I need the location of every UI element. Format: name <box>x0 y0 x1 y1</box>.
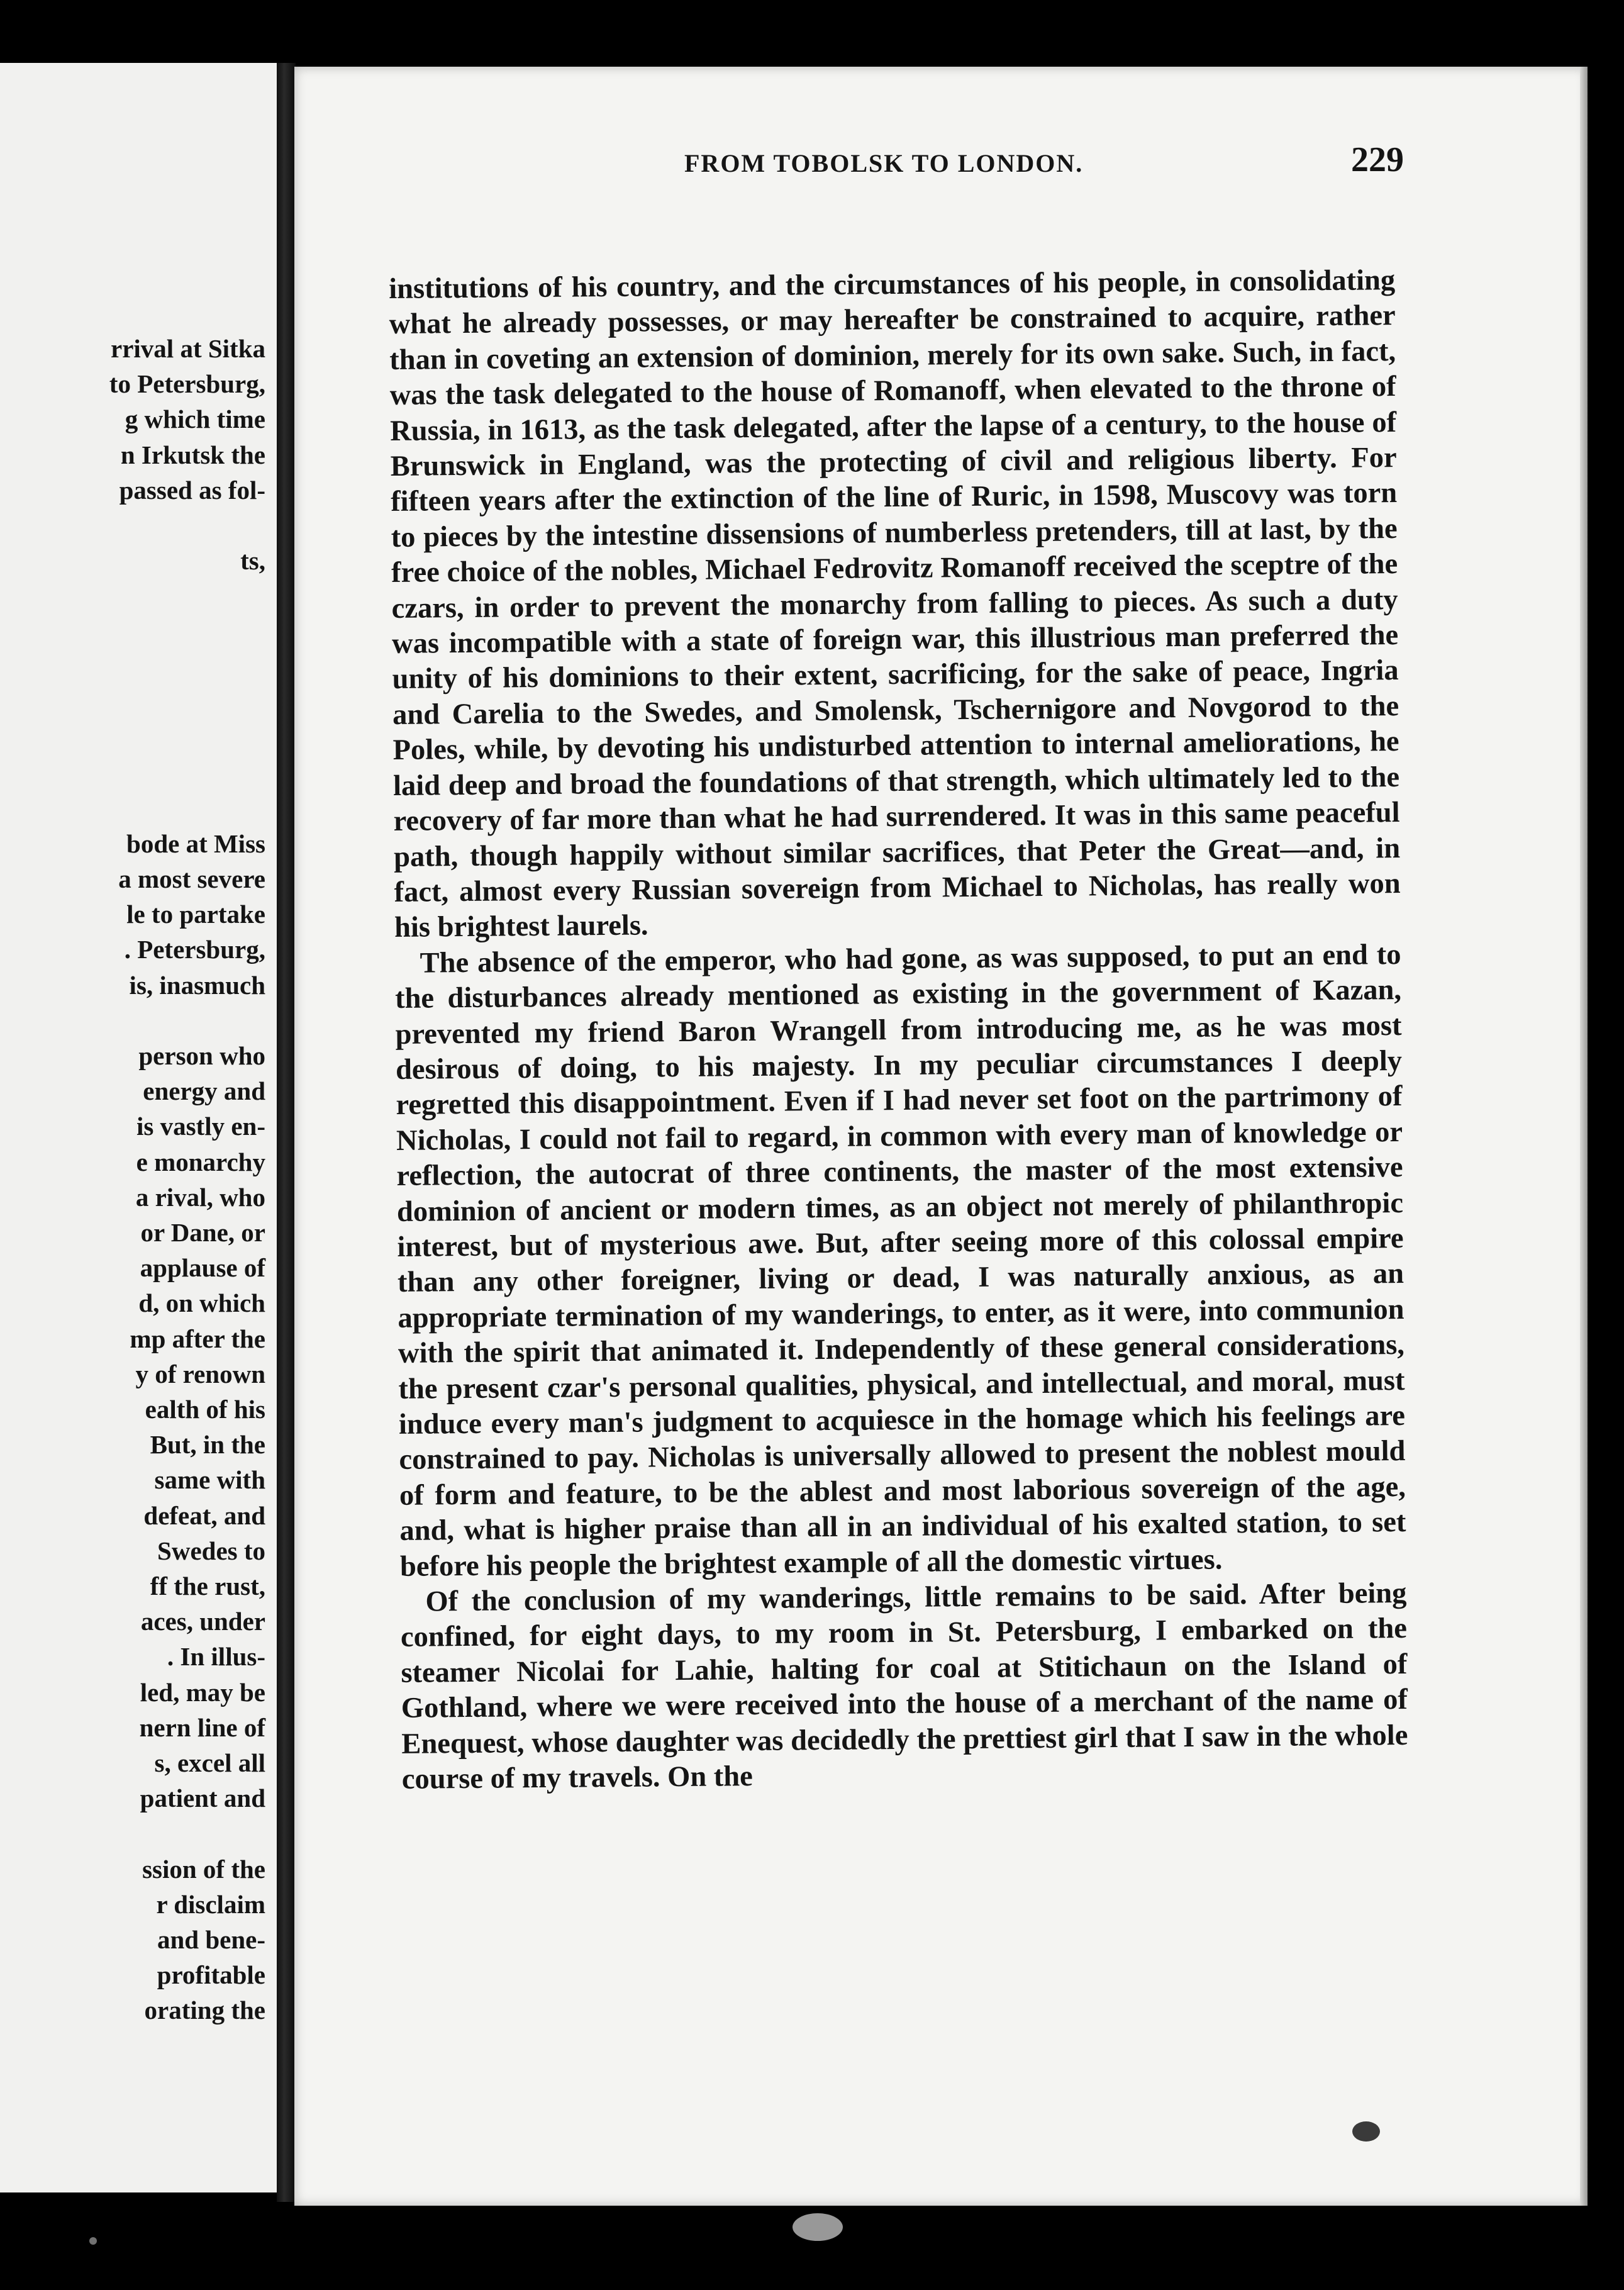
previous-page-line: e monarchy <box>136 1147 265 1176</box>
previous-page-line: patient and <box>140 1784 265 1813</box>
previous-page-line: . Petersburg, <box>124 935 265 964</box>
paragraph: Of the conclusion of my wanderings, little remains to be said. After being confined, for eight days, to my room in St. Petersburg, I embarked on the steamer Nicolai for Lahie, halting for coal at Stitichaun on the Island of Gothland, where we were received into the house of a merchant of the name of Enequest, whose daughter was decidedly the prettiest girl that I saw in the whole course of my travels. On the <box>400 1577 1408 1796</box>
previous-page-line: aces, under <box>140 1607 265 1636</box>
previous-page-line: bode at Miss <box>126 829 265 858</box>
previous-page-line: same with <box>154 1465 265 1495</box>
page-edge <box>1580 67 1588 2206</box>
previous-page-line: defeat, and <box>143 1500 265 1530</box>
previous-page-line: ff the rust, <box>150 1572 265 1600</box>
previous-page-line: a rival, who <box>135 1182 265 1212</box>
book-gutter <box>277 63 296 2202</box>
previous-page-line: s, excel all <box>154 1748 265 1777</box>
previous-page-line: a most severe <box>118 864 265 893</box>
previous-page-line: n Irkutsk the <box>120 440 265 469</box>
previous-page-line: Swedes to <box>157 1536 265 1565</box>
previous-page-line: r disclaim <box>156 1889 265 1919</box>
previous-page-line: energy and <box>143 1076 265 1106</box>
previous-page-line: ealth of his <box>145 1395 265 1424</box>
previous-page-line: le to partake <box>126 900 265 929</box>
paragraph: The absence of the emperor, who had gone, as was supposed, to put an end to the disturbances already mentioned as existing in the government of Kazan, prevented my friend Baron Wrangell from introducing me, as he was most desirous of doing, to his majesty. In my peculiar circumstances I deeply regretted this disappointment. Even if I had never set foot on the partrimony of Nicholas, I could not fail to regard, in common with every man of knowledge or reflection, the autocrat of three continents, the master of the most extensive dominion of ancient or modern times, as an object not merely of philanthropic interest, but of mysterious awe. But, after seeing more of this colossal empire than any other foreigner, living or dead, I was naturally anxious, as an appropriate termination of my wanderings, to enter, as it were, into communion with the spirit that animated it. Independently of these general considerations, the present czar's personal qualities, physical, and intellectual, and moral, must induce every man's judgment to acquiesce in the homage which his feelings are constrained to pay. Nicholas is universally allowed to present the noblest mould of form and feature, to be the ablest and most laborious sovereign of the age, and, what is higher praise than all in an individual of his exalted station, to set before his people the brightest example of all the domestic virtues. <box>394 938 1406 1583</box>
previous-page-line: ssion of the <box>142 1854 265 1884</box>
previous-page-line: is vastly en- <box>136 1112 265 1141</box>
previous-page-line: to Petersburg, <box>109 369 265 399</box>
previous-page-line: d, on which <box>138 1288 265 1318</box>
speck <box>89 2237 97 2245</box>
previous-page-fragment <box>0 63 281 2192</box>
body-text <box>389 263 1408 1797</box>
previous-page-line: nern line of <box>139 1712 265 1742</box>
previous-page-line: and bene- <box>157 1925 265 1954</box>
light-glare <box>793 2213 843 2241</box>
paragraph-continued: institutions of his country, and the circumstances of his people, in consolidating what he already possesses, or may hereafter be constrained to acquire, rather than in coveting an extension of dominion, merely for its own sake. Such, in fact, was the task delegated to the house of Romanoff, when elevated to the throne of Russia, in 1613, as the task delegated, after the lapse of a century, to the house of Brunswick in England, was the protecting of civil and religious liberty. For fifteen years after the extinction of the line of Ruric, in 1598, Muscovy was torn to pieces by the intestine dissensions of numberless pretenders, till at last, by the free choice of the nobles, Michael Fedrovitz Romanoff received the sceptre of the czars, in order to prevent the monarchy from falling to pieces. As such a duty was incompatible with a state of foreign war, this illustrious man preferred the unity of his dominions to their extent, sacrificing, for the sake of peace, Ingria and Carelia to the Swedes, and Smolensk, Tschernigore and Novgorod to the Poles, while, by devoting his undisturbed attention to internal ameliorations, he laid deep and broad the foundations of that strength, which ultimately led to the recovery of far more than what he had surrendered. It was in this same peaceful path, though happily without similar sacrifices, that Peter the Great—and, in fact, almost every Russian sovereign from Michael to Nicholas, has really won his brightest laurels. <box>389 264 1401 944</box>
previous-page-line: mp after the <box>130 1324 265 1353</box>
previous-page-line: orating the <box>144 1996 265 2025</box>
previous-page-line: person who <box>138 1041 265 1070</box>
previous-page-line: . In illus- <box>167 1642 265 1672</box>
previous-page-line: is, inasmuch <box>129 970 265 1000</box>
previous-page-line: But, in the <box>150 1430 265 1460</box>
previous-page-line: ts, <box>240 546 265 576</box>
previous-page-line: y of renown <box>135 1359 265 1388</box>
previous-page-line: profitable <box>157 1960 265 1990</box>
previous-page-line: led, may be <box>140 1677 265 1707</box>
previous-page-line: applause of <box>140 1253 265 1283</box>
page-number: 229 <box>1351 140 1404 179</box>
previous-page-line: passed as fol- <box>119 475 265 505</box>
previous-page-line: rrival at Sitka <box>111 334 265 363</box>
previous-page-line: or Dane, or <box>140 1218 265 1247</box>
running-head: FROM TOBOLSK TO LONDON. <box>684 149 1084 177</box>
previous-page-line: g which time <box>125 405 265 434</box>
